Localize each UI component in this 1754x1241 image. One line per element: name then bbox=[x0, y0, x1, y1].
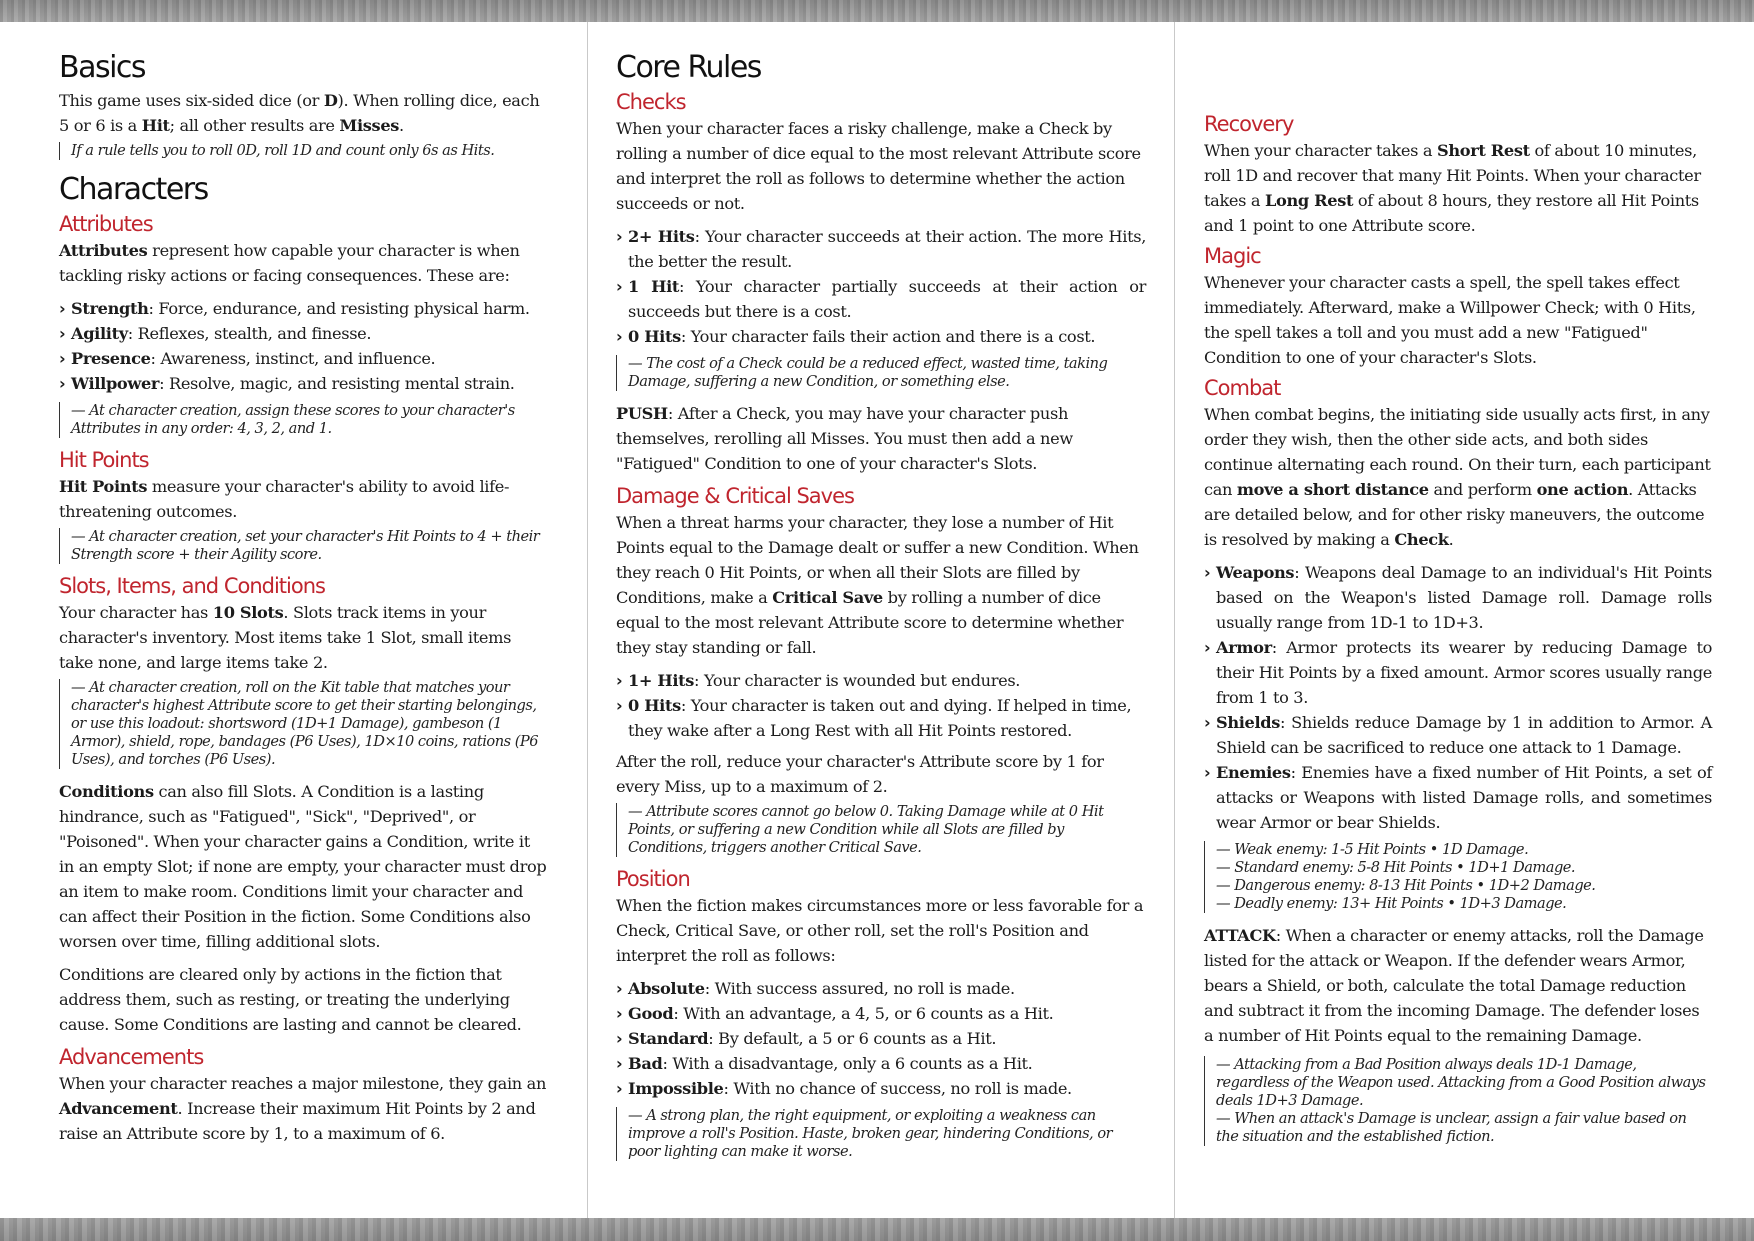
enemy-tiers-note: — Weak enemy: 1-5 Hit Points • 1D Damage. — Standard enemy: 5-8 Hit Points • 1D+1 Damage. — Dangerous enemy: 8-13 Hit Points • 1D+2 Damage. — Deadly enemy: 13+ Hit Points • 1D+3 Damage. bbox=[1204, 841, 1712, 913]
advancements-text: When your character reaches a major milestone, they gain an Advancement. Increase their maximum Hit Points by 2 and raise an Attribute score by 1, to a maximum of 6. bbox=[59, 1074, 547, 1143]
list-item: › Presence: Awareness, instinct, and influence. bbox=[59, 346, 547, 371]
slots-intro: Your character has 10 Slots. Slots track items in your character's inventory. Most items take 1 Slot, small items take none, and large items take 2. bbox=[59, 603, 512, 672]
list-item: › Impossible: With no chance of success, no roll is made. bbox=[616, 1076, 1146, 1101]
slots-heading: Slots, Items, and Conditions bbox=[59, 574, 325, 598]
combat-list bbox=[1204, 560, 1712, 835]
checks-heading: Checks bbox=[616, 90, 686, 114]
combat-heading: Combat bbox=[1204, 376, 1281, 400]
basics-title: Basics bbox=[59, 50, 146, 85]
list-item: › Weapons: Weapons deal Damage to an individual's Hit Points based on the Weapon's listed Damage roll. Damage rolls usually range from 1D-1 to 1D+3. bbox=[1204, 560, 1712, 635]
list-item: › Standard: By default, a 5 or 6 counts as a Hit. bbox=[616, 1026, 1146, 1051]
attributes-intro: Attributes represent how capable your character is when tackling risky actions or facing consequences. These are: bbox=[59, 241, 520, 285]
slots-note: — At character creation, roll on the Kit table that matches your character's highest Attribute score to get their starting belongings, or use this loadout: shortsword (1D+1 Damage), gambeson (1 Armor), shield, rope, bandages (P6 Uses), 1D×10 coins, rations (P6 Uses), and torches (P6 Uses). bbox=[59, 679, 547, 769]
basics-note: If a rule tells you to roll 0D, roll 1D and count only 6s as Hits. bbox=[59, 142, 547, 160]
push-text: PUSH: After a Check, you may have your character push themselves, rerolling all Misses. You must then add a new "Fatigued" Condition to one of your character's Slots. bbox=[616, 404, 1073, 473]
list-item: › Shields: Shields reduce Damage by 1 in addition to Armor. A Shield can be sacrificed to reduce one attack to 1 Damage. bbox=[1204, 710, 1712, 760]
list-item: › 0 Hits: Your character fails their action and there is a cost. bbox=[616, 324, 1146, 349]
damage-after-text: After the roll, reduce your character's Attribute score by 1 for every Miss, up to a maximum of 2. bbox=[616, 752, 1104, 796]
position-heading: Position bbox=[616, 867, 690, 891]
combat-intro: When combat begins, the initiating side usually acts first, in any order they wish, then the other side acts, and both sides continue alternating each round. On their turn, each participant can move a short distance and perform one action. Attacks are detailed below, and for other risky maneuvers, the outcome is resolved by making a Check. bbox=[1204, 405, 1711, 549]
critical-save-list bbox=[616, 668, 1146, 743]
stone-texture-bottom bbox=[0, 1218, 1754, 1241]
attack-note: — Attacking from a Bad Position always deals 1D-1 Damage, regardless of the Weapon used. Attacking from a Good Position always deals 1D+3 Damage. — When an attack's Damage is unclear, assign a fair value based on the situation and the established fiction. bbox=[1204, 1056, 1712, 1146]
list-item: › Bad: With a disadvantage, only a 6 counts as a Hit. bbox=[616, 1051, 1146, 1076]
core-rules-title: Core Rules bbox=[616, 50, 761, 85]
list-item: › 2+ Hits: Your character succeeds at their action. The more Hits, the better the result. bbox=[616, 224, 1146, 274]
hit-points-text: Hit Points measure your character's ability to avoid life-threatening outcomes. bbox=[59, 477, 510, 521]
list-item: › 0 Hits: Your character is taken out and dying. If helped in time, they wake after a Long Rest with all Hit Points restored. bbox=[616, 693, 1146, 743]
hit-points-heading: Hit Points bbox=[59, 448, 149, 472]
checks-note: — The cost of a Check could be a reduced effect, wasted time, taking Damage, suffering a new Condition, or something else. bbox=[616, 355, 1146, 391]
attributes-list bbox=[59, 296, 547, 396]
list-item: › 1 Hit: Your character partially succeeds at their action or succeeds but there is a cost. bbox=[616, 274, 1146, 324]
list-item: › Agility: Reflexes, stealth, and finesse. bbox=[59, 321, 547, 346]
damage-heading: Damage & Critical Saves bbox=[616, 484, 854, 508]
characters-title: Characters bbox=[59, 172, 208, 207]
list-item: › Willpower: Resolve, magic, and resisting mental strain. bbox=[59, 371, 547, 396]
attributes-note: — At character creation, assign these scores to your character's Attributes in any order: 4, 3, 2, and 1. bbox=[59, 402, 547, 438]
recovery-text: When your character takes a Short Rest of about 10 minutes, roll 1D and recover that many Hit Points. When your character takes a Long Rest of about 8 hours, they restore all Hit Points and 1 point to one Attribute score. bbox=[1204, 141, 1701, 235]
magic-heading: Magic bbox=[1204, 244, 1261, 268]
list-item: › Absolute: With success assured, no roll is made. bbox=[616, 976, 1146, 1001]
conditions-cleared-text: Conditions are cleared only by actions in the fiction that address them, such as resting, or treating the underlying cause. Some Conditions are lasting and cannot be cleared. bbox=[59, 965, 522, 1034]
position-intro: When the fiction makes circumstances more or less favorable for a Check, Critical Save, or other roll, set the roll's Position and interpret the roll as follows: bbox=[616, 896, 1144, 965]
list-item: › Strength: Force, endurance, and resisting physical harm. bbox=[59, 296, 547, 321]
conditions-text: Conditions can also fill Slots. A Condition is a lasting hindrance, such as "Fatigued", "Sick", "Deprived", or "Poisoned". When your character gains a Condition, write it in an empty Slot; if none are empty, your character must drop an item to make room. Conditions limit your character and can affect their Position in the fiction. Some Conditions also worsen over time, filling additional slots. bbox=[59, 782, 547, 951]
list-item: › Enemies: Enemies have a fixed number of Hit Points, a set of attacks or Weapons with listed Damage rolls, and sometimes wear Armor or bear Shields. bbox=[1204, 760, 1712, 835]
position-list bbox=[616, 976, 1146, 1101]
magic-text: Whenever your character casts a spell, the spell takes effect immediately. Afterward, make a Willpower Check; with 0 Hits, the spell takes a toll and you must add a new "Fatigued" Condition to one of your character's Slots. bbox=[1204, 273, 1696, 367]
damage-note: — Attribute scores cannot go below 0. Taking Damage while at 0 Hit Points, or suffering a new Condition while all Slots are filled by Conditions, triggers another Critical Save. bbox=[616, 803, 1146, 857]
position-note: — A strong plan, the right equipment, or exploiting a weakness can improve a roll's Position. Haste, broken gear, hindering Conditions, or poor lighting can make it worse. bbox=[616, 1107, 1146, 1161]
list-item: › 1+ Hits: Your character is wounded but endures. bbox=[616, 668, 1146, 693]
list-item: › Armor: Armor protects its wearer by reducing Damage to their Hit Points by a fixed amount. Armor scores usually range from 1 to 3. bbox=[1204, 635, 1712, 710]
basics-intro: This game uses six-sided dice (or D). When rolling dice, each 5 or 6 is a Hit; all other results are Misses. bbox=[59, 91, 540, 135]
stone-texture-top bbox=[0, 0, 1754, 22]
hit-points-note: — At character creation, set your character's Hit Points to 4 + their Strength score + their Agility score. bbox=[59, 528, 547, 564]
panel-right bbox=[1175, 22, 1754, 1218]
advancements-heading: Advancements bbox=[59, 1045, 204, 1069]
panel-middle bbox=[588, 22, 1174, 1218]
list-item: › Good: With an advantage, a 4, 5, or 6 counts as a Hit. bbox=[616, 1001, 1146, 1026]
attributes-heading: Attributes bbox=[59, 212, 153, 236]
attack-text: ATTACK: When a character or enemy attacks, roll the Damage listed for the attack or Weapon. If the defender wears Armor, bears a Shield, or both, calculate the total Damage reduction and subtract it from the incoming Damage. The defender loses a number of Hit Points equal to the remaining Damage. bbox=[1204, 926, 1704, 1045]
panel-left bbox=[0, 22, 587, 1218]
damage-intro: When a threat harms your character, they lose a number of Hit Points equal to the Damage dealt or suffer a new Condition. When they reach 0 Hit Points, or when all their Slots are filled by Conditions, make a Critical Save by rolling a number of dice equal to the most relevant Attribute score to determine whether they stay standing or fall. bbox=[616, 513, 1139, 657]
checks-list bbox=[616, 224, 1146, 349]
checks-intro: When your character faces a risky challenge, make a Check by rolling a number of dice equal to the most relevant Attribute score and interpret the roll as follows to determine whether the action succeeds or not. bbox=[616, 119, 1141, 213]
recovery-heading: Recovery bbox=[1204, 112, 1294, 136]
